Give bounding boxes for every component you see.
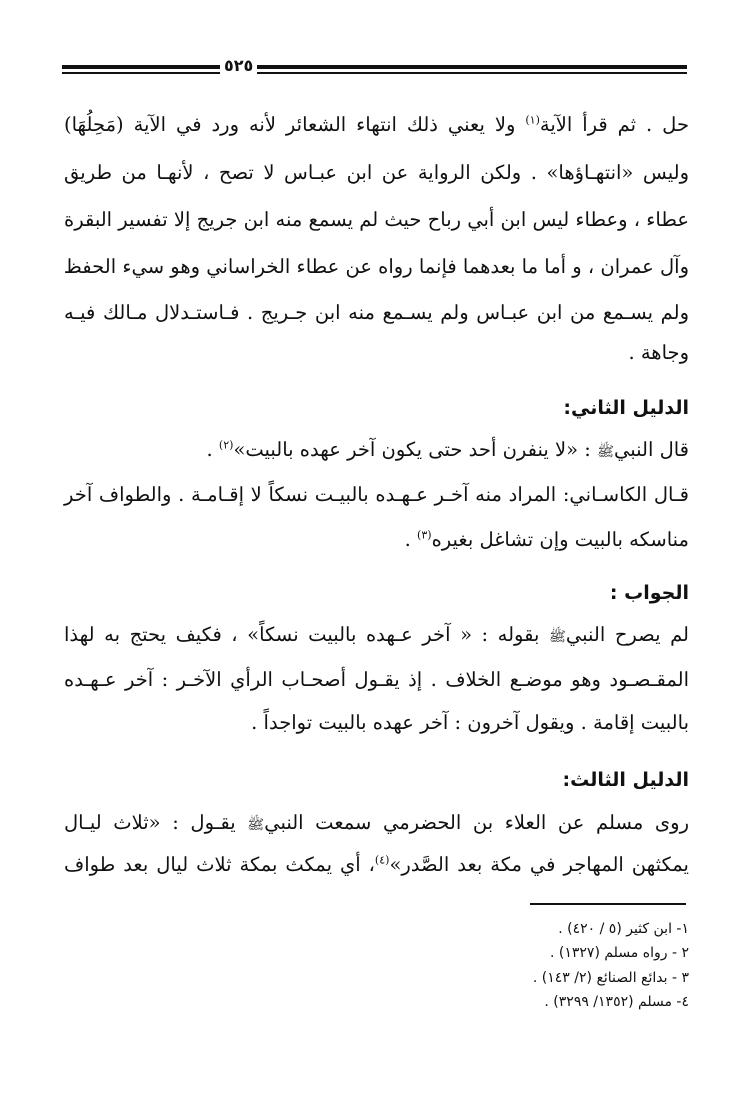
footnote-ref-2: (٢) <box>218 438 234 452</box>
p3-line-1 <box>64 620 689 650</box>
p2-line-2: قـال الكاسـاني: المراد منه آخـر عـهـده بالبيـت نسكاً لا إقـامـة . والطواف آخر <box>64 483 689 506</box>
page-number: ٥٢٥ <box>220 54 257 78</box>
footnote-1: ١- ابن كثير (٥ / ٤٢٠) . <box>558 921 689 937</box>
p2-line-3 <box>64 525 689 555</box>
p2-text-1c: . <box>206 438 219 461</box>
p1-text-1b: ولا يعني ذلك انتهاء الشعائر لأنه ورد في الآية (مَحِلُهَا) <box>64 113 526 136</box>
salawat-glyph: ﷺ <box>247 817 265 833</box>
p3-text-1a: لم يصرح النبي <box>565 623 689 646</box>
p2-text-1b: : «لا ينفرن أحد حتى يكون آخر عهده بالبيت» <box>233 438 598 461</box>
p1-line-1 <box>64 110 689 140</box>
p4-line-1 <box>64 808 689 838</box>
p4-line-2 <box>64 850 689 880</box>
salawat-glyph: ﷺ <box>548 629 566 645</box>
p3-line-3: بالبيت إقامة . ويقول آخرون : آخر عهده بالبيت تواجداً . <box>251 711 689 734</box>
p2-text-1a: قال النبي <box>613 438 689 461</box>
p4-text-2b: ، أي يمكث بمكة ثلاث ليال بعد طواف <box>64 853 375 876</box>
p1-line-5: ولم يسـمع من ابن عبـاس ولم يسـمع منه ابن جـريج . فـاستـدلال مـالك فيـه <box>64 301 689 324</box>
p1-line-3: عطاء ، وعطاء ليس ابن أبي رباح حيث لم يسمع منه ابن جريج إلا تفسير البقرة <box>64 208 689 231</box>
heading-third-evidence: الدليل الثالث: <box>562 769 689 791</box>
footnote-separator <box>530 903 686 905</box>
p4-text-1a: روى مسلم عن العلاء بن الحضرمي سمعت النبي <box>264 811 690 834</box>
footnote-ref-1: (١) <box>525 113 540 127</box>
p1-line-6: وجاهة . <box>628 341 689 364</box>
header-rule-thin <box>62 72 687 74</box>
p4-text-1b: يقـول : «ثلاث ليـال <box>64 811 248 834</box>
p2-line-1 <box>64 435 689 465</box>
heading-second-evidence: الدليل الثاني: <box>563 397 689 419</box>
page-header <box>62 58 687 80</box>
footnote-3: ٣ - بدائع الصنائع (٢/ ١٤٣) . <box>532 970 689 986</box>
p1-text-1a: حل . ثم قرأ الآية <box>539 113 690 136</box>
footnote-ref-4: (٤) <box>374 853 390 867</box>
footnote-2: ٢ - رواه مسلم (١٣٢٧) . <box>550 945 689 961</box>
footnote-ref-3: (٣) <box>417 528 432 542</box>
salawat-glyph: ﷺ <box>597 444 614 460</box>
p4-text-2a: يمكثهن المهاجر في مكة بعد الصَّدر» <box>389 853 689 876</box>
p1-line-2: وليس «انتهـاؤها» . ولكن الرواية عن ابن عبـاس لا تصح ، لأنهـا من طريق <box>64 161 689 184</box>
footnote-4: ٤- مسلم (١٣٥٢/ ٣٢٩٩) . <box>544 994 689 1010</box>
p2-text-3b: . <box>404 528 418 551</box>
heading-answer: الجواب : <box>609 582 689 604</box>
p3-text-1b: بقوله : « آخر عـهده بالبيت نسكاً» ، فكيف يحتج به لهذا <box>64 623 549 646</box>
p1-line-4: وآل عمران ، و أما ما بعدهما فإنما رواه عن عطاء الخراساني وهو سيء الحفظ <box>63 255 689 278</box>
p2-text-3a: مناسكه بالبيت وإن تشاغل بغيره <box>431 528 689 551</box>
header-rule-thick <box>62 65 687 69</box>
p3-line-2: المقـصـود وهو موضـع الخلاف . إذ يقـول أصحـاب الرأي الآخـر : آخر عـهـده <box>64 668 689 691</box>
